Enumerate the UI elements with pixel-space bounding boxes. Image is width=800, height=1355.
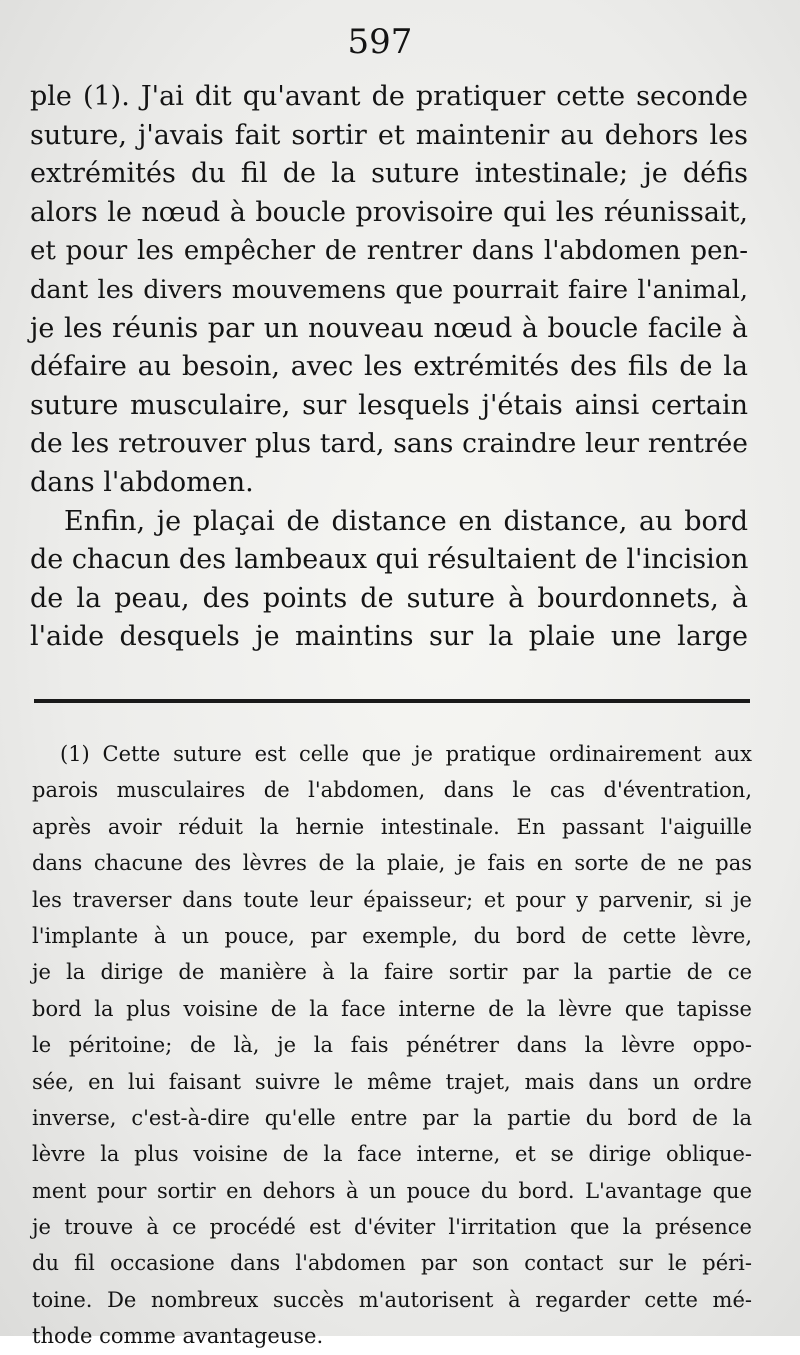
text-line: de la peau, des points de suture à bourdonnets, à [30,582,748,614]
footnote-line: (1) Cette suture est celle que je pratique ordinairement aux [60,742,752,766]
footnote-line: je la dirige de manière à la faire sortir par la partie de ce [32,960,752,985]
footnote-line: après avoir réduit la hernie intestinale. En passant l'aiguille [32,814,752,839]
footnote-line: l'implante à un pouce, par exemple, du bord de cette lèvre, [32,923,752,948]
text-line: suture, j'avais fait sortir et maintenir au dehors les [30,119,748,151]
footnote-line: bord la plus voisine de la face interne de la lèvre que tapisse [32,996,752,1021]
paragraph-end-line: dans l'abdomen. [30,466,254,498]
main-text-block [30,78,748,657]
text-line: défaire au besoin, avec les extrémités des fils de la [30,351,748,383]
footnote-line: sée, en lui faisant suivre le même trajet, mais dans un ordre [32,1069,752,1094]
footnote-line: les traverser dans toute leur épaisseur; et pour y parvenir, si je [32,887,752,912]
text-line: et pour les empêcher de rentrer dans l'abdomen pen- [30,236,748,267]
paragraph-start-line: Enfin, je plaçai de distance en distance, au bord [64,505,748,537]
text-line: je les réunis par un nouveau nœud à boucle facile à [30,312,748,344]
footnote-line: toine. De nombreux succès m'autorisent à regarder cette mé- [32,1287,752,1312]
footnote-line: le péritoine; de là, je la fais pénétrer dans la lèvre oppo- [32,1033,752,1058]
text-line: ple (1). J'ai dit qu'avant de pratiquer cette seconde [30,81,748,112]
text-line: de les retrouver plus tard, sans craindre leur rentrée [30,428,748,460]
footnote-block [32,736,752,1355]
footnote-divider [34,699,750,703]
text-line: alors le nœud à boucle provisoire qui les réunissait, [30,196,748,228]
footnote-line: thode comme avantageuse. [32,1324,324,1349]
footnote-line: du fil occasione dans l'abdomen par son contact sur le péri- [32,1251,752,1276]
footnote-line: parois musculaires de l'abdomen, dans le cas d'éventration, [32,778,752,803]
text-line: dant les divers mouvemens que pourrait faire l'animal, [30,274,748,305]
footnote-line: lèvre la plus voisine de la face interne, et se dirige oblique- [32,1142,752,1167]
footnote-line: ment pour sortir en dehors à un pouce du bord. L'avantage que [32,1178,752,1203]
text-line: suture musculaire, sur lesquels j'étais ainsi certain [30,389,748,421]
footnote-line: dans chacune des lèvres de la plaie, je fais en sorte de ne pas [32,851,752,876]
footnote-line: inverse, c'est-à-dire qu'elle entre par la partie du bord de la [32,1105,752,1130]
text-line: extrémités du fil de la suture intestinale; je défis [30,158,748,190]
footnote-line: je trouve à ce procédé est d'éviter l'irritation que la présence [32,1215,752,1240]
text-line: de chacun des lambeaux qui résultaient de l'incision [30,544,749,576]
text-line: l'aide desquels je maintins sur la plaie une large [30,621,748,653]
page-number: 597 [347,22,413,62]
